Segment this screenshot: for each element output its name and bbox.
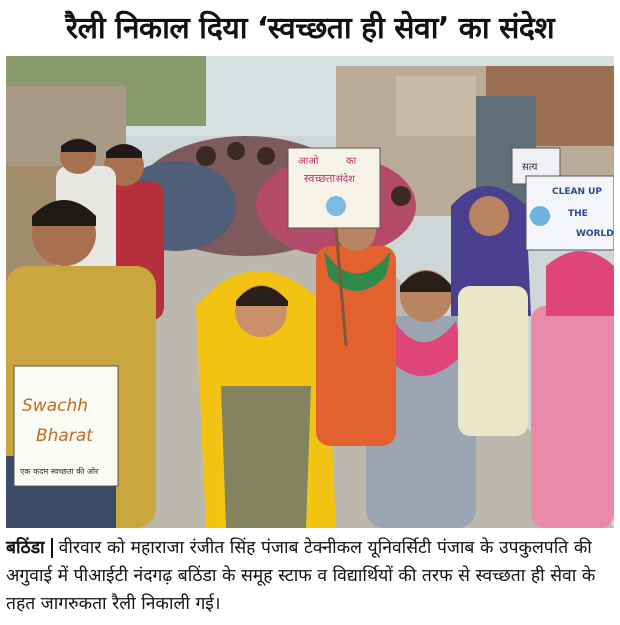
woman-floral-right — [531, 251, 614, 528]
woman-orange-suit — [316, 211, 396, 446]
placard-right — [526, 176, 614, 250]
house — [396, 76, 476, 136]
placard-right-line2: THE — [568, 209, 588, 219]
dateline: बठिंडा — [6, 538, 53, 558]
placard-left-line2: Bharat — [36, 426, 93, 446]
rally-photo — [6, 56, 614, 528]
placard-center-line2: स्वच्छता — [304, 172, 336, 185]
placard-right-small-text: सत्य — [522, 162, 538, 173]
caption-text: वीरवार को महाराजा रंजीत सिंह पंजाब टेक्नीकल यूनिवर्सिटी पंजाब के उपकुलपति की अगुवाई में पीआईटी नंदगढ़ बठिंडा के समूह स्टाफ व विद्यार्थियों की तरफ से स्वच्छता ही सेवा के तहत जागरुकता रैली निकाली गई। — [6, 538, 596, 614]
placard-right-line3: WORLD — [576, 229, 614, 239]
photo-caption — [6, 534, 614, 618]
woman-yellow-dupatta — [196, 271, 336, 528]
placard-center-line3: का — [346, 156, 357, 167]
placard-left-line3: एक कदम स्वच्छता की ओर — [20, 467, 99, 476]
globe-icon — [530, 206, 550, 226]
headline: रैली निकाल दिया ‘स्वच्छता ही सेवा’ का संदेश — [65, 10, 555, 46]
woman-purple-dupatta — [451, 186, 531, 436]
placard-left — [14, 366, 118, 486]
placard-center-line1: आओ — [298, 156, 319, 167]
placard-left-line1: Swachh — [22, 396, 89, 416]
placard-center-line4: संदेश — [336, 174, 355, 185]
placard-right-line1: CLEAN UP — [552, 187, 603, 197]
